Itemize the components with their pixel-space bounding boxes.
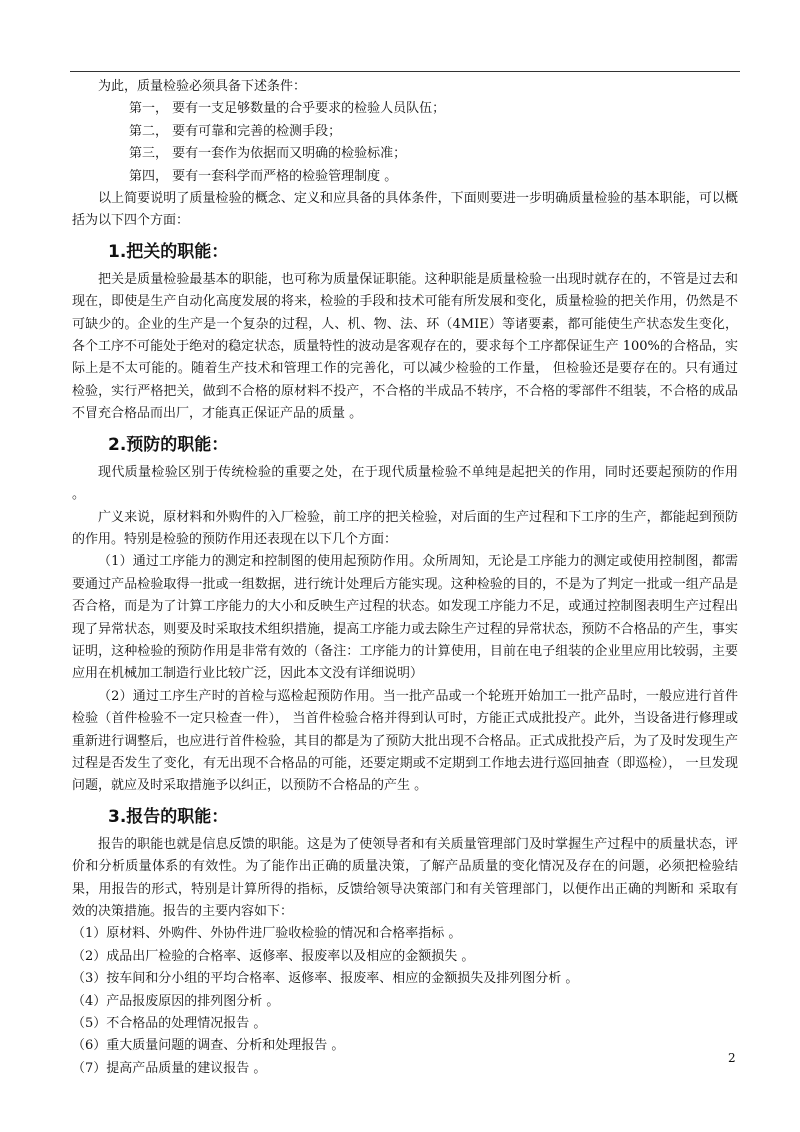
section-2-paragraph-2: 广义来说，原材料和外购件的入厂检验，前工序的把关检验，对后面的生产过程和下工序的生产，都能起到预防的作用。特别是检验的预防作用还表现在以下几个方面： [72,509,738,547]
report-item-7: （7）提高产品质量的建议报告 。 [72,1060,267,1076]
summary-paragraph: 以上简要说明了质量检验的概念、定义和应具备的具体条件，下面则要进一步明确质量检验的基本职能，可以概括为以下四个方面： [72,191,738,229]
condition-2: 第二， 要有可靠和完善的检测手段； [129,123,342,139]
report-item-2: （2）成品出厂检验的合格率、返修率、报废率以及相应的金额损失 。 [72,948,475,964]
header-rule [70,71,740,72]
page-number: 2 [728,1051,736,1065]
document-body [72,76,738,1080]
report-item-5: （5）不合格品的处理情况报告 。 [72,1016,267,1032]
section-2-heading: 2.预防的职能： [108,434,229,455]
section-1-heading: 1.把关的职能： [108,241,229,262]
intro-line: 为此，质量检验必须具备下述条件： [98,79,307,94]
report-item-4: （4）产品报废原因的排列图分析 。 [72,993,280,1009]
section-2-paragraph-1: 现代质量检验区别于传统检验的重要之处，在于现代质量检验不单纯是起把关的作用，同时还要起预防的作用 。 [72,464,738,503]
section-2-item-2: （2）通过工序生产时的首检与巡检起预防作用。当一批产品或一个轮班开始加工一批产品时，一般应进行首件检验（首件检验不一定只检查一件）， 当首件检验合格并得到认可时，方能正式成批投产。此外，当设备进行修理或重新进行调整后，也应进行首件检验，其目的都是为了预防大批出现不合格品。正式成批投产后，为了及时发现生产过程是否发生了变化，有无出现不合格品的可能，还要定期或不定期到工作地去进行巡回抽查（即巡检）， 一旦发现问题，就应及时采取措施予以纠正，以预防不合格品的产生 。 [72,688,738,794]
report-items-list [72,923,738,1080]
condition-3: 第三， 要有一套作为依据而又明确的检验标准； [129,146,407,162]
section-1-paragraph: 把关是质量检验最基本的职能，也可称为质量保证职能。这种职能是质量检验一出现时就存在的，不管是过去和现在，即使是生产自动化高度发展的将来，检验的手段和技术可能有所发展和变化，质量检验的把关作用，仍然是不可缺少的。企业的生产是一个复杂的过程，人、机、物、法、环（4MIE）等诸要素，都可能使生产状态发生变化，各个工序不可能处于绝对的稳定状态，质量特性的波动是客观存在的，要求每个工序都保证生产 100%的合格品，实际上是不太可能的。随着生产技术和管理工作的完善化，可以减少检验的工作量， 但检验还是要存在的。只有通过检验，实行严格把关，做到不合格的原材料不投产，不合格的半成品不转序，不合格的零部件不组装，不合格的成品不冒充合格品而出厂，才能真正保证产品的质量 。 [72,271,738,422]
report-item-6: （6）重大质量问题的调查、分析和处理报告 。 [72,1038,345,1054]
section-2-item-1: （1）通过工序能力的测定和控制图的使用起预防作用。众所周知，无论是工序能力的测定或使用控制图，都需要通过产品检验取得一批或一组数据，进行统计处理后方能实现。这种检验的目的，不是为了判定一批或一组产品是否合格，而是为了计算工序能力的大小和反映生产过程的状态。如发现工序能力不足，或通过控制图表明生产过程出现了异常状态，则要及时采取技术组织措施，提高工序能力或去除生产过程的异常状态，预防不合格品的产生，事实证明，这种检验的预防作用是非常有效的（备注：工序能力的计算使用，目前在电子组装的企业里应用比较弱，主要应用在机械加工制造行业比较广泛，因此本文没有详细说明） [72,554,738,682]
report-item-3: （3）按车间和分小组的平均合格率、返修率、报废率、相应的金额损失及排列图分析 。 [72,971,579,987]
condition-4: 第四， 要有一套科学而严格的检验管理制度 。 [129,168,398,184]
report-item-1: （1）原材料、外购件、外协件进厂验收检验的情况和合格率指标 。 [72,926,462,942]
condition-1: 第一， 要有一支足够数量的合乎要求的检验人员队伍； [129,101,446,117]
section-3-heading: 3.报告的职能： [108,806,229,827]
section-3-paragraph: 报告的职能也就是信息反馈的职能。这是为了使领导者和有关质量管理部门及时掌握生产过程中的质量状态，评价和分析质量体系的有效性。为了能作出正确的质量决策，了解产品质量的变化情况及存在的问题，必须把检验结果，用报告的形式，特别是计算所得的指标，反馈给领导决策部门和有关管理部门，以便作出正确的判断和 采取有效的决策措施。报告的主要内容如下： [72,836,738,919]
